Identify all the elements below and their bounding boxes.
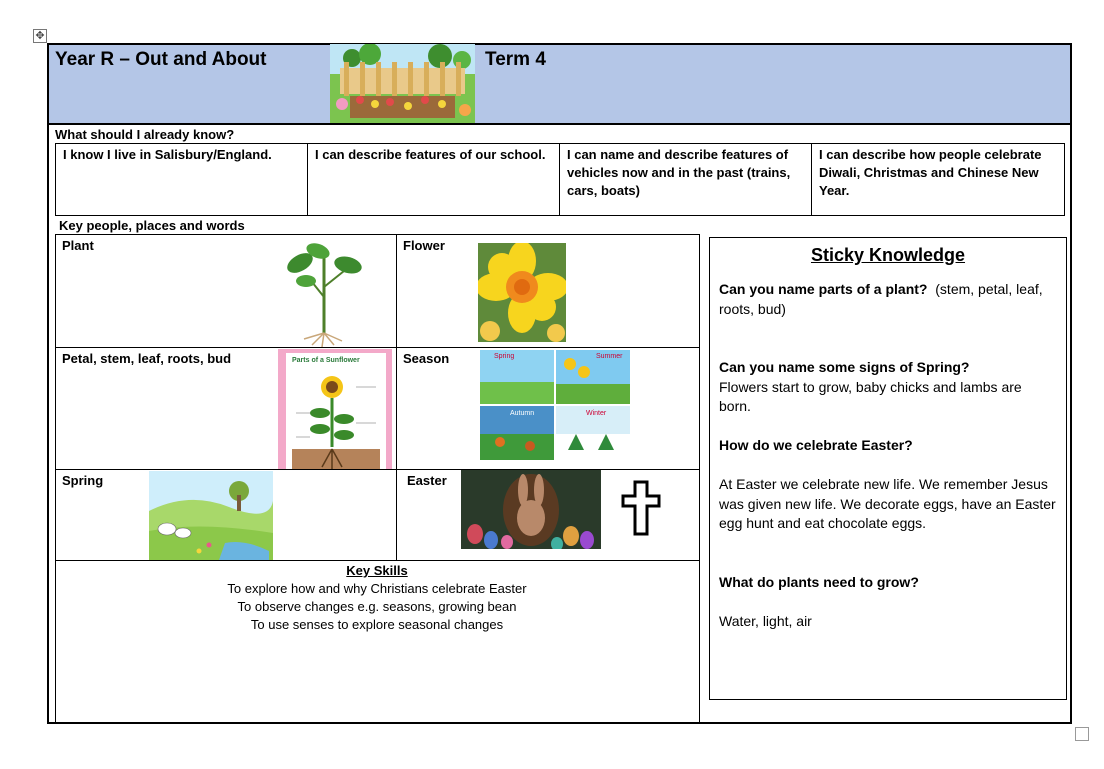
sticky-knowledge-box bbox=[709, 237, 1067, 700]
sticky-answer: At Easter we celebrate new life. We remember Jesus was given new life. We decorate eggs, have an Easter egg hunt and eat chocolate eggs. bbox=[719, 476, 1056, 531]
key-skills-section bbox=[55, 560, 700, 723]
prior-knowledge-cell bbox=[811, 143, 1065, 216]
key-skills-heading: Key Skills bbox=[346, 563, 408, 578]
prior-knowledge-cell bbox=[55, 143, 308, 216]
sticky-answer: Water, light, air bbox=[719, 612, 812, 629]
prior-knowledge-text: I can describe features of our school. bbox=[315, 147, 546, 162]
key-word-cell-plant bbox=[55, 234, 397, 348]
key-word-label: Plant bbox=[62, 238, 94, 253]
key-skill-item: To observe changes e.g. seasons, growing bean bbox=[237, 599, 517, 614]
sticky-question: Can you name parts of a plant? bbox=[719, 281, 928, 297]
prior-knowledge-cell bbox=[307, 143, 560, 216]
sticky-question: Can you name some signs of Spring? bbox=[719, 359, 970, 375]
sticky-answer: Flowers start to grow, baby chicks and lambs are born. bbox=[719, 378, 1022, 414]
key-word-cell-flower bbox=[396, 234, 700, 348]
prior-knowledge-heading: What should I already know? bbox=[55, 127, 235, 142]
sticky-answer: (stem, petal, leaf, roots, bud) bbox=[719, 281, 1043, 317]
cross-icon bbox=[621, 480, 661, 536]
prior-knowledge-cell bbox=[559, 143, 812, 216]
header-row bbox=[49, 45, 1070, 125]
garden-image bbox=[330, 44, 475, 123]
key-word-label: Season bbox=[403, 351, 450, 366]
key-word-label: Petal, stem, leaf, roots, bud bbox=[62, 351, 232, 366]
key-skill-item: To use senses to explore seasonal changes bbox=[250, 617, 504, 632]
key-word-cell-season bbox=[396, 347, 700, 470]
key-word-label: Easter bbox=[407, 473, 447, 488]
season-label-autumn: Autumn bbox=[510, 410, 535, 417]
sticky-knowledge-title: Sticky Knowledge bbox=[810, 245, 966, 265]
prior-knowledge-text: I can describe how people celebrate Diwali, Christmas and Chinese New Year. bbox=[819, 147, 1042, 198]
easter-bunny-image bbox=[461, 470, 601, 549]
key-word-cell-spring bbox=[55, 469, 397, 561]
season-label-summer: Summer bbox=[596, 353, 623, 360]
spring-scene-image bbox=[149, 471, 273, 560]
seasons-image bbox=[480, 350, 630, 460]
table-resize-handle[interactable] bbox=[1075, 727, 1089, 741]
table-move-handle-icon[interactable]: ✥ bbox=[33, 29, 47, 43]
sticky-question: How do we celebrate Easter? bbox=[719, 437, 913, 453]
plant-image bbox=[282, 237, 366, 347]
key-word-cell-parts bbox=[55, 347, 397, 470]
key-word-cell-easter bbox=[396, 469, 700, 561]
sticky-question: What do plants need to grow? bbox=[719, 573, 919, 590]
key-words-heading: Key people, places and words bbox=[59, 218, 245, 233]
prior-knowledge-text: I can name and describe features of vehicles now and in the past (trains, cars, boats) bbox=[567, 147, 791, 198]
sunflower-parts-image bbox=[278, 349, 392, 470]
sticky-qa bbox=[719, 280, 1057, 319]
season-label-spring: Spring bbox=[494, 353, 515, 360]
key-word-label: Flower bbox=[403, 238, 445, 253]
sunflower-diagram-title: Parts of a Sunflower bbox=[292, 357, 360, 364]
season-label-winter: Winter bbox=[586, 410, 607, 417]
prior-knowledge-text: I know I live in Salisbury/England. bbox=[63, 147, 272, 162]
daffodil-image bbox=[478, 243, 566, 342]
key-word-label: Spring bbox=[62, 473, 104, 488]
term-label: Term 4 bbox=[485, 49, 546, 70]
page-title: Year R – Out and About bbox=[55, 49, 267, 70]
key-skill-item: To explore how and why Christians celebrate Easter bbox=[227, 581, 527, 596]
